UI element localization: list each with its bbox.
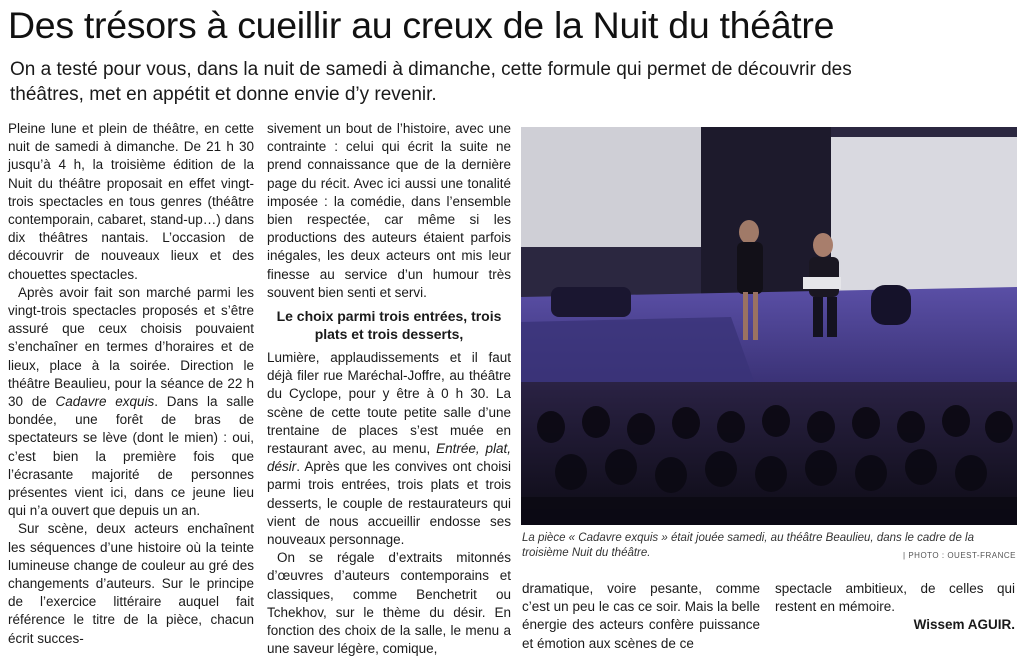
author-signature: Wissem AGUIR. (913, 617, 1015, 633)
column-3 (522, 580, 760, 653)
paragraph: spectacle ambitieux, de celles qui restent en mémoire. (775, 581, 1015, 615)
menu-title: Entrée, plat, désir (267, 441, 511, 475)
stage-photo (521, 127, 1017, 525)
paragraph: sivement un bout de l’histoire, avec une contrainte : celui qui écrit la suite ne prend connaissance que de la dernière page du récit. Avec ici aussi une tonalité imposée : la comédie, dans l’ensemble bien respectée, car même si les productions des auteurs étaient parfois inégales, les deux acteurs ont mis leur finesse au service d’un humour très souvent bien senti et servi. (267, 121, 511, 300)
photo-caption: La pièce « Cadavre exquis » était jouée samedi, au théâtre Beaulieu, dans le cadre de la troisième Nuit du théâtre. (522, 532, 974, 559)
paragraph-text: . Après que les convives ont choisi parmi trois entrées, trois plats et trois desserts, le couple de restaurateurs qui vient de nous accueillir endosse ses nouveaux personnage. (267, 459, 511, 548)
stage-photo-illustration (521, 127, 1017, 525)
paragraph: Sur scène, deux acteurs enchaînent les séquences d’une histoire où la teinte lumineuse change de couleur au gré des changements d’auteurs. Sur le principe de l’exercice littéraire auquel fait référence le titre de la pièce, chacun écrit succes- (8, 521, 254, 646)
paragraph-text: . Dans la salle bondée, une forêt de bras de spectateurs se lève (dont le mien) : oui, c’est bien la première fois que l’écrasante majorité de personnes présentes vient ici, dans ce jeune lieu qui n’a ouvert que depuis un an. (8, 394, 254, 519)
paragraph (267, 349, 511, 549)
paragraph: Pleine lune et plein de théâtre, en cette nuit de samedi à dimanche. De 21 h 30 jusqu’à 4 h, la troisième édition de la Nuit du théâtre proposait en effet vingt-trois spectacles en tous genres (théâtre contemporain, cabaret, stand-up…) dans dix théâtres nantais. L’occasion de découvrir de nouveaux lieux et des chouettes spectacles. (8, 121, 254, 282)
paragraph: On se régale d’extraits mitonnés d’œuvres d’auteurs contemporains et classiques, comme Benchetrit ou Tchekhov, sur le thème du désir. En fonction des choix de la salle, le menu a une saveur légère, comique, (267, 550, 511, 657)
headline: Des trésors à cueillir au creux de la Nuit du théâtre (8, 4, 835, 46)
play-title: Cadavre exquis (55, 394, 155, 410)
paragraph-text: Lumière, applaudissements et il faut déjà filer rue Maréchal-Joffre, au théâtre du Cyclope, pour y être à 0 h 30. La scène de cette toute petite salle d’une trentaine de places s’est muée en restaurant avec, au menu, (267, 350, 511, 457)
column-1 (8, 120, 254, 648)
paragraph (8, 284, 254, 521)
intertitle: Le choix parmi trois entrées, trois plats et trois desserts, (276, 308, 502, 343)
article-lead: On a testé pour vous, dans la nuit de samedi à dimanche, cette formule qui permet de découvrir des théâtres, met en appétit et donne envie d’y revenir. (10, 59, 852, 105)
column-2 (267, 120, 511, 658)
paragraph-text: Après avoir fait son marché parmi les vingt-trois spectacles proposés et s’être assuré que ceux choisis pouvaient s’enchaîner en termes d’horaires et de lieux, place à la soirée. Direction le théâtre Beaulieu, pour la séance de 22 h 30 de (8, 284, 254, 410)
photo-credit: | PHOTO : OUEST-FRANCE (903, 551, 1016, 560)
column-4 (775, 580, 1015, 635)
paragraph: dramatique, voire pesante, comme c’est un peu le cas ce soir. Mais la belle énergie des acteurs confère puissance et émotion aux scènes de ce (522, 581, 760, 651)
